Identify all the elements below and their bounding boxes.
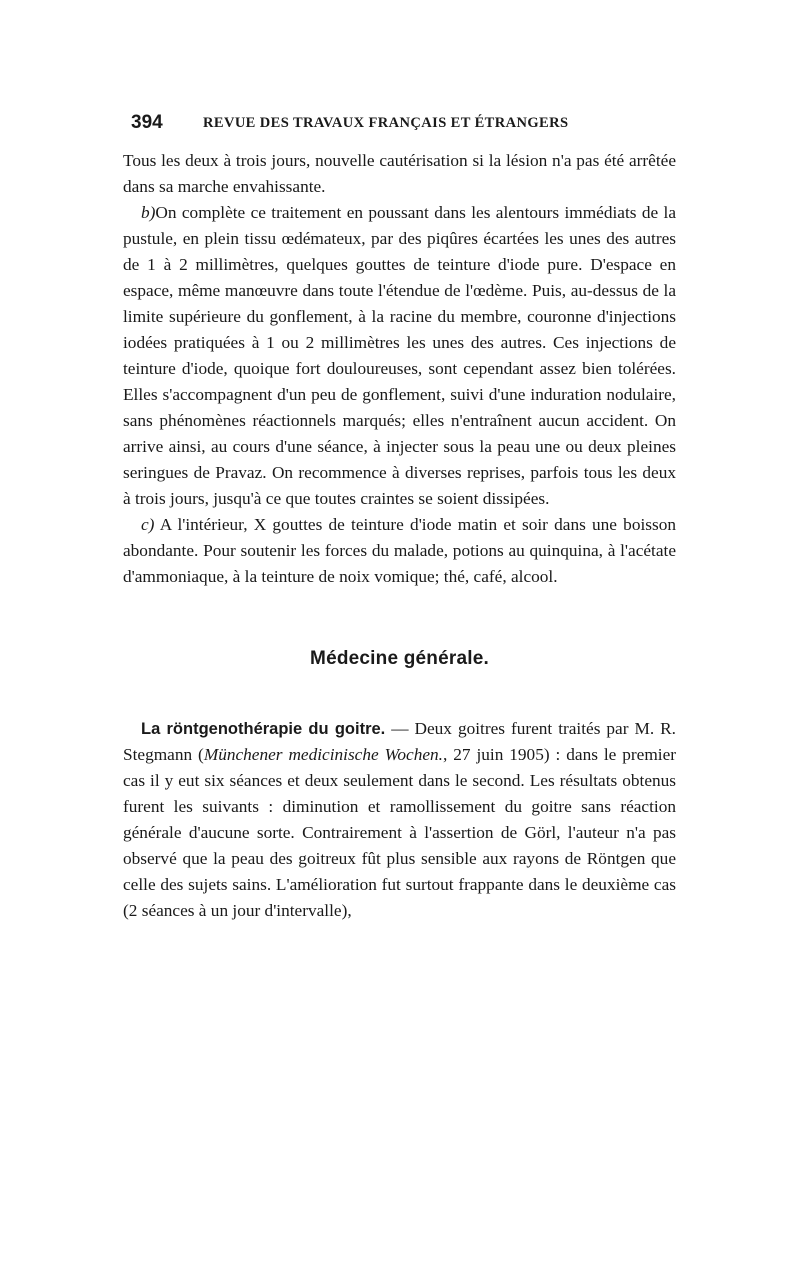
paragraph-b-text: On complète ce traitement en poussant dans les alentours immédiats de la pustule, en plein tissu œdémateux, par des piqûres écartées les unes des autres de 1 à 2 millimètres, quelques gouttes de teinture d'iode pure. D'espace en espace, même manœuvre dans toute l'étendue de l'œdème. Puis, au-dessus de la limite supérieure du gonflement, à la racine du membre, couronne d'injections iodées pratiquées à 1 ou 2 millimètres les unes des autres. Ces injections de teinture d'iode, quoique fort douloureuses, sont cependant assez bien tolérées. Elles s'accompagnent d'un peu de gonflement, suivi d'une induration nodulaire, sans phénomènes réactionnels marqués; elles n'entraînent aucun accident. On arrive ainsi, au cours d'une séance, à injecter sous la peau une ou deux pleines seringues de Pravaz. On recommence à diverses reprises, parfois tous les deux à trois jours, jusqu'à ce que toutes craintes se soient dissipées.: [123, 203, 676, 508]
paragraph-c-label: c): [141, 515, 155, 534]
paragraph-c: [123, 512, 676, 590]
paragraph-rontgen: [123, 716, 676, 924]
article-lead-text: — Deux goitres furent traités par M. R. Stegmann (: [123, 719, 676, 764]
section-title: Médecine générale.: [310, 648, 489, 669]
article-body-text: , 27 juin 1905) : dans le premier cas il y eut six séances et deux seulement dans le second. Les résultats obtenus furent les suivants : diminution et ramollissement du goitre sans réaction générale d'aucune sorte. Contrairement à l'assertion de Görl, l'auteur n'a pas observé que la peau des goitreux fût plus sensible aux rayons de Röntgen que celle des sujets sains. L'amélioration fut surtout frappante dans le deuxième cas (2 séances à un jour d'intervalle),: [123, 745, 677, 920]
paragraph-b: [123, 200, 676, 512]
paragraph-c-text: A l'intérieur, X gouttes de teinture d'iode matin et soir dans une boisson abondante. Pour soutenir les forces du malade, potions au quinquina, à l'acétate d'ammoniaque, à la teinture de noix vomique; thé, café, alcool.: [123, 515, 676, 586]
paragraph-b-label: b): [141, 203, 156, 222]
page-number: 394: [131, 112, 163, 133]
paragraph-cauterisation: Tous les deux à trois jours, nouvelle cautérisation si la lésion n'a pas été arrêtée dans sa marche envahissante.: [123, 151, 676, 196]
running-title: REVUE DES TRAVAUX FRANÇAIS ET ÉTRANGERS: [203, 115, 569, 131]
page: [123, 112, 676, 924]
running-head: [123, 112, 676, 148]
citation-journal: Münchener medicinische Wochen.: [203, 745, 443, 764]
article-lead-title: La röntgenothérapie du goitre.: [141, 720, 386, 738]
